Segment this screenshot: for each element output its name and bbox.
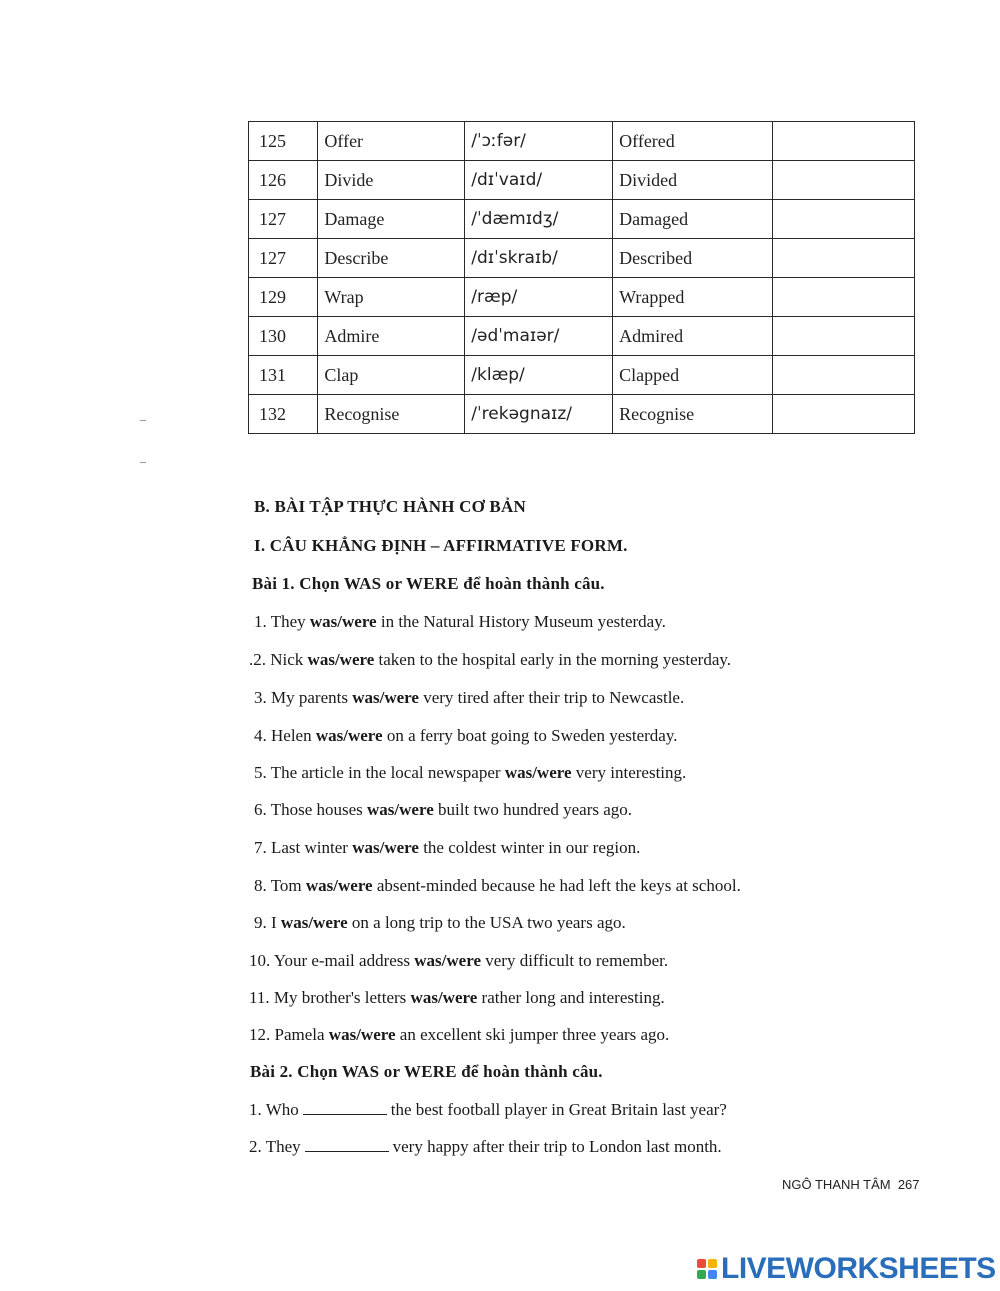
sentence-end: rather long and interesting. <box>477 988 665 1007</box>
vocab-row <box>249 356 915 395</box>
bai1-item <box>249 650 731 670</box>
sentence-start: 8. Tom <box>254 876 306 895</box>
bai2-title: Bài 2. Chọn WAS or WERE để hoàn thành câu. <box>250 1062 603 1081</box>
vocab-blank-cell <box>773 317 915 356</box>
vocab-number: 125 <box>249 122 318 161</box>
sentence-end: in the Natural History Museum yesterday. <box>376 612 666 631</box>
liveworksheets-logo <box>697 1254 996 1284</box>
bai2-item <box>249 1137 722 1157</box>
page-footer <box>782 1177 920 1192</box>
vocab-blank-cell <box>773 356 915 395</box>
sentence-end: very difficult to remember. <box>481 951 669 970</box>
choice-was-were: was/were <box>352 688 419 707</box>
vocab-past-form: Admired <box>613 317 773 356</box>
bai1-item <box>254 688 684 708</box>
vocab-number: 129 <box>249 278 318 317</box>
bai1-item <box>249 1025 669 1045</box>
mark-square-blue <box>708 1270 717 1279</box>
bai1-item <box>254 800 632 820</box>
sentence-start: 1. Who <box>249 1100 299 1119</box>
vocab-blank-cell <box>773 278 915 317</box>
section-b-heading: B. BÀI TẬP THỰC HÀNH CƠ BẢN <box>254 497 526 516</box>
sentence-start: 1. They <box>254 612 310 631</box>
sentence-start: 9. I <box>254 913 281 932</box>
footer-page-number: 267 <box>897 1177 920 1192</box>
sentence-start: 2. They <box>249 1137 301 1156</box>
vocab-row <box>249 200 915 239</box>
vocab-blank-cell <box>773 161 915 200</box>
choice-was-were: was/were <box>309 612 377 631</box>
vocab-blank-cell <box>773 239 915 278</box>
bai1-item <box>254 876 741 896</box>
vocab-number: 127 <box>249 239 318 278</box>
vocab-row <box>249 317 915 356</box>
sentence-start: 12. Pamela <box>249 1025 329 1044</box>
vocab-past-form: Clapped <box>613 356 773 395</box>
sentence-start: 6. Those houses <box>254 800 368 819</box>
sentence-end: the coldest winter in our region. <box>418 838 641 857</box>
vocab-number: 131 <box>249 356 318 395</box>
choice-was-were: was/were <box>410 988 478 1007</box>
bai2-item <box>249 1100 727 1120</box>
sentence-end: taken to the hospital early in the morning yesterday. <box>374 650 732 669</box>
vocab-past-form: Wrapped <box>613 278 773 317</box>
sentence-end: very interesting. <box>571 763 687 782</box>
bai1-title: Bài 1. Chọn WAS or WERE để hoàn thành câu. <box>252 574 605 593</box>
vocab-row <box>249 395 915 434</box>
sentence-end: very happy after their trip to London last month. <box>392 1137 722 1156</box>
vocab-ipa: /dɪˈvaɪd/ <box>465 161 613 200</box>
answer-blank[interactable] <box>305 1139 389 1152</box>
sentence-end: on a ferry boat going to Sweden yesterday. <box>382 726 678 745</box>
sentence-end: very tired after their trip to Newcastle. <box>418 688 685 707</box>
choice-was-were: was/were <box>414 951 481 970</box>
sentence-end: absent-minded because he had left the keys at school. <box>372 876 741 895</box>
vocab-ipa: /ˈɔːfər/ <box>465 122 613 161</box>
vocab-ipa: /klæp/ <box>465 356 613 395</box>
choice-was-were: was/were <box>305 876 373 895</box>
vocab-ipa: /dɪˈskraɪb/ <box>465 239 613 278</box>
vocab-past-form: Described <box>613 239 773 278</box>
choice-was-were: was/were <box>504 763 572 782</box>
vocab-ipa: /ˈrekəgnaɪz/ <box>465 395 613 434</box>
section-i-heading: I. CÂU KHẲNG ĐỊNH – AFFIRMATIVE FORM. <box>254 536 628 555</box>
vocab-word: Offer <box>318 122 465 161</box>
bai1-item <box>254 726 677 746</box>
vocab-word: Recognise <box>318 395 465 434</box>
sentence-end: the best football player in Great Britain last year? <box>390 1100 727 1119</box>
mark-square-yellow <box>708 1259 717 1268</box>
vocab-row <box>249 161 915 200</box>
sentence-end: an excellent ski jumper three years ago. <box>395 1025 670 1044</box>
vocab-blank-cell <box>773 200 915 239</box>
vocab-word: Damage <box>318 200 465 239</box>
vocab-row <box>249 122 915 161</box>
vocab-ipa: /ræp/ <box>465 278 613 317</box>
vocab-number: 130 <box>249 317 318 356</box>
bai1-item <box>249 988 665 1008</box>
vocab-number: 132 <box>249 395 318 434</box>
sentence-start: 3. My parents <box>254 688 353 707</box>
vocab-table <box>248 121 915 434</box>
bai1-item <box>249 951 668 971</box>
mark-square-green <box>697 1270 706 1279</box>
vocab-row <box>249 278 915 317</box>
liveworksheets-mark-icon <box>697 1259 717 1279</box>
scan-speck <box>140 462 146 463</box>
vocab-word: Divide <box>318 161 465 200</box>
vocab-past-form: Divided <box>613 161 773 200</box>
vocab-past-form: Damaged <box>613 200 773 239</box>
vocab-ipa: /ədˈmaɪər/ <box>465 317 613 356</box>
vocab-word: Clap <box>318 356 465 395</box>
sentence-start: 5. The article in the local newspaper <box>254 763 505 782</box>
vocab-number: 126 <box>249 161 318 200</box>
vocab-number: 127 <box>249 200 318 239</box>
choice-was-were: was/were <box>367 800 434 819</box>
scan-speck <box>140 420 146 421</box>
choice-was-were: was/were <box>328 1025 396 1044</box>
bai1-item <box>254 763 686 783</box>
mark-square-red <box>697 1259 706 1268</box>
vocab-past-form: Offered <box>613 122 773 161</box>
vocab-word: Describe <box>318 239 465 278</box>
sentence-end: on a long trip to the USA two years ago. <box>347 913 626 932</box>
sentence-start: 7. Last winter <box>254 838 353 857</box>
choice-was-were: was/were <box>280 913 348 932</box>
vocab-past-form: Recognise <box>613 395 773 434</box>
sentence-start: 10. Your e-mail address <box>249 951 415 970</box>
vocab-row <box>249 239 915 278</box>
vocab-word: Wrap <box>318 278 465 317</box>
answer-blank[interactable] <box>303 1102 387 1115</box>
vocab-blank-cell <box>773 122 915 161</box>
choice-was-were: was/were <box>352 838 419 857</box>
liveworksheets-wordmark: LIVEWORKSHEETS <box>721 1252 996 1285</box>
vocab-blank-cell <box>773 395 915 434</box>
sentence-start: 4. Helen <box>254 726 316 745</box>
footer-author: NGÔ THANH TÂM <box>782 1177 891 1192</box>
sentence-end: built two hundred years ago. <box>433 800 633 819</box>
choice-was-were: was/were <box>315 726 383 745</box>
bai1-item <box>254 838 640 858</box>
vocab-word: Admire <box>318 317 465 356</box>
bai1-item <box>254 612 666 632</box>
sentence-start: 11. My brother's letters <box>249 988 411 1007</box>
bai1-item <box>254 913 626 933</box>
choice-was-were: was/were <box>307 650 375 669</box>
sentence-start: .2. Nick <box>249 650 308 669</box>
vocab-ipa: /ˈdæmɪdʒ/ <box>465 200 613 239</box>
